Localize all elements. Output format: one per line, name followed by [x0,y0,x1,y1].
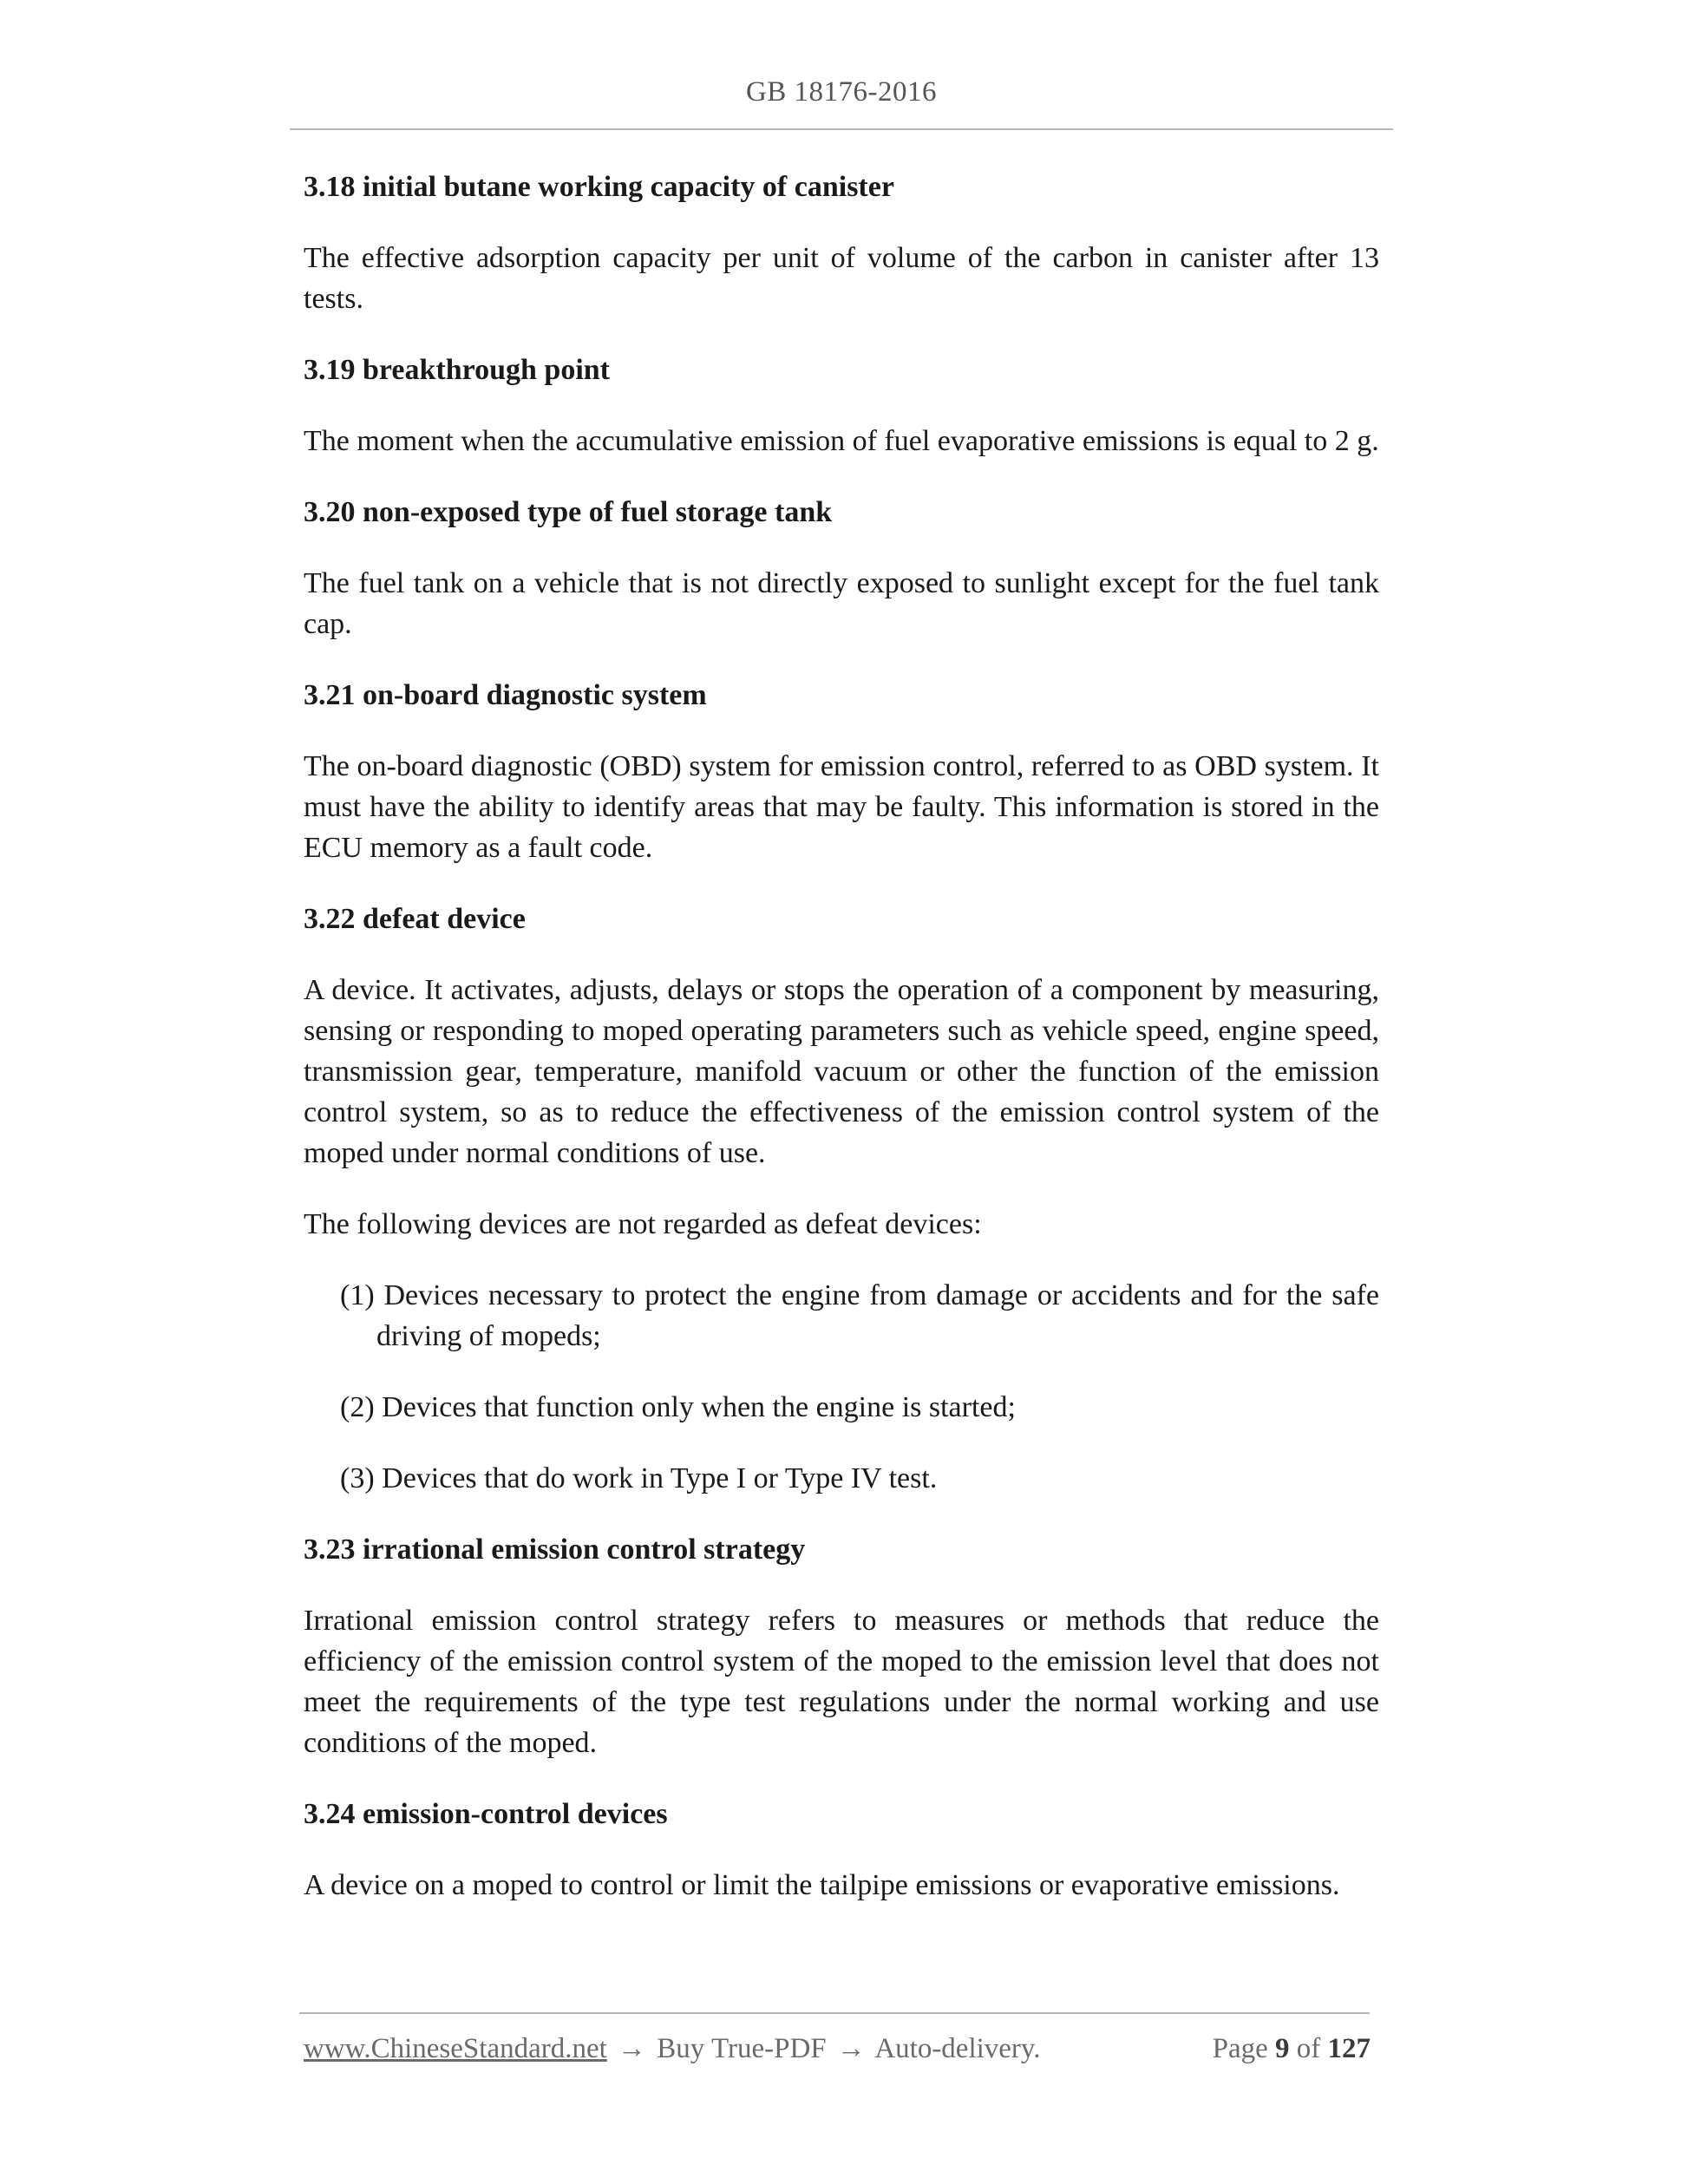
website-link[interactable]: www.ChineseStandard.net [304,2033,607,2064]
section-paragraph: The moment when the accumulative emission of fuel evaporative emissions is equal to 2 g. [304,425,1379,457]
section-3-24 [304,1794,1379,1906]
section-heading: 3.24 emission-control devices [304,1798,668,1830]
section-3-23 [304,1529,1379,1763]
page-label: Page [1212,2033,1268,2064]
section-3-18 [304,167,1379,319]
header-divider [290,128,1393,130]
section-heading: 3.19 breakthrough point [304,354,610,386]
list-item: (3) Devices that do work in Type I or Type IV test. [340,1462,938,1494]
arrow-right-icon: → [618,2033,647,2064]
buy-pdf-text: Buy True-PDF [657,2033,827,2064]
section-paragraph: A device. It activates, adjusts, delays or stops the operation of a component by measuring, sensing or responding to moped operating parameters such as vehicle speed, engine speed, transmission gear, temperature, manifold vacuum or other the function of the emission control system, so as to reduce the effectiveness of the emission control system of the moped under normal conditions of use. [304,974,1379,1169]
section-paragraph: The effective adsorption capacity per unit of volume of the carbon in canister after 13 tests. [304,242,1379,315]
section-paragraph: The fuel tank on a vehicle that is not directly exposed to sunlight except for the fuel tank cap. [304,567,1379,640]
page-footer [304,2033,1371,2065]
section-paragraph: The on-board diagnostic (OBD) system for emission control, referred to as OBD system. It must have the ability to identify areas that may be faulty. This information is stored in the ECU memory as a fault code. [304,750,1379,864]
page-number: 9 [1275,2033,1290,2064]
arrow-right-icon: → [836,2033,866,2064]
section-paragraph: A device on a moped to control or limit the tailpipe emissions or evaporative emissions. [304,1869,1340,1901]
page-total: 127 [1327,2033,1371,2064]
footer-left [304,2033,1041,2065]
section-heading: 3.21 on-board diagnostic system [304,679,707,711]
document-header [290,76,1393,108]
document-body [304,167,1379,1936]
section-heading: 3.23 irrational emission control strategy [304,1533,806,1566]
list-item: (2) Devices that function only when the engine is started; [340,1391,1016,1423]
section-3-22 [304,899,1379,1499]
document-code: GB 18176-2016 [745,76,938,108]
section-3-19 [304,350,1379,461]
section-paragraph: Irrational emission control strategy refers to measures or methods that reduce the efficiency of the emission control system of the moped to the emission level that does not meet the requirements of the type test regulations under the normal working and use conditions of the moped. [304,1605,1379,1759]
auto-delivery-text: Auto-delivery. [874,2033,1041,2064]
list-item: (1) Devices necessary to protect the engine from damage or accidents and for the safe driving of mopeds; [340,1279,1379,1352]
section-3-21 [304,675,1379,868]
of-label: of [1296,2033,1321,2064]
section-3-20 [304,492,1379,644]
section-heading: 3.20 non-exposed type of fuel storage tank [304,496,833,528]
page-indicator [1213,2033,1371,2065]
section-paragraph: The following devices are not regarded as defeat devices: [304,1208,982,1240]
section-heading: 3.22 defeat device [304,903,526,935]
section-heading: 3.18 initial butane working capacity of canister [304,171,894,203]
footer-divider [299,2012,1370,2014]
